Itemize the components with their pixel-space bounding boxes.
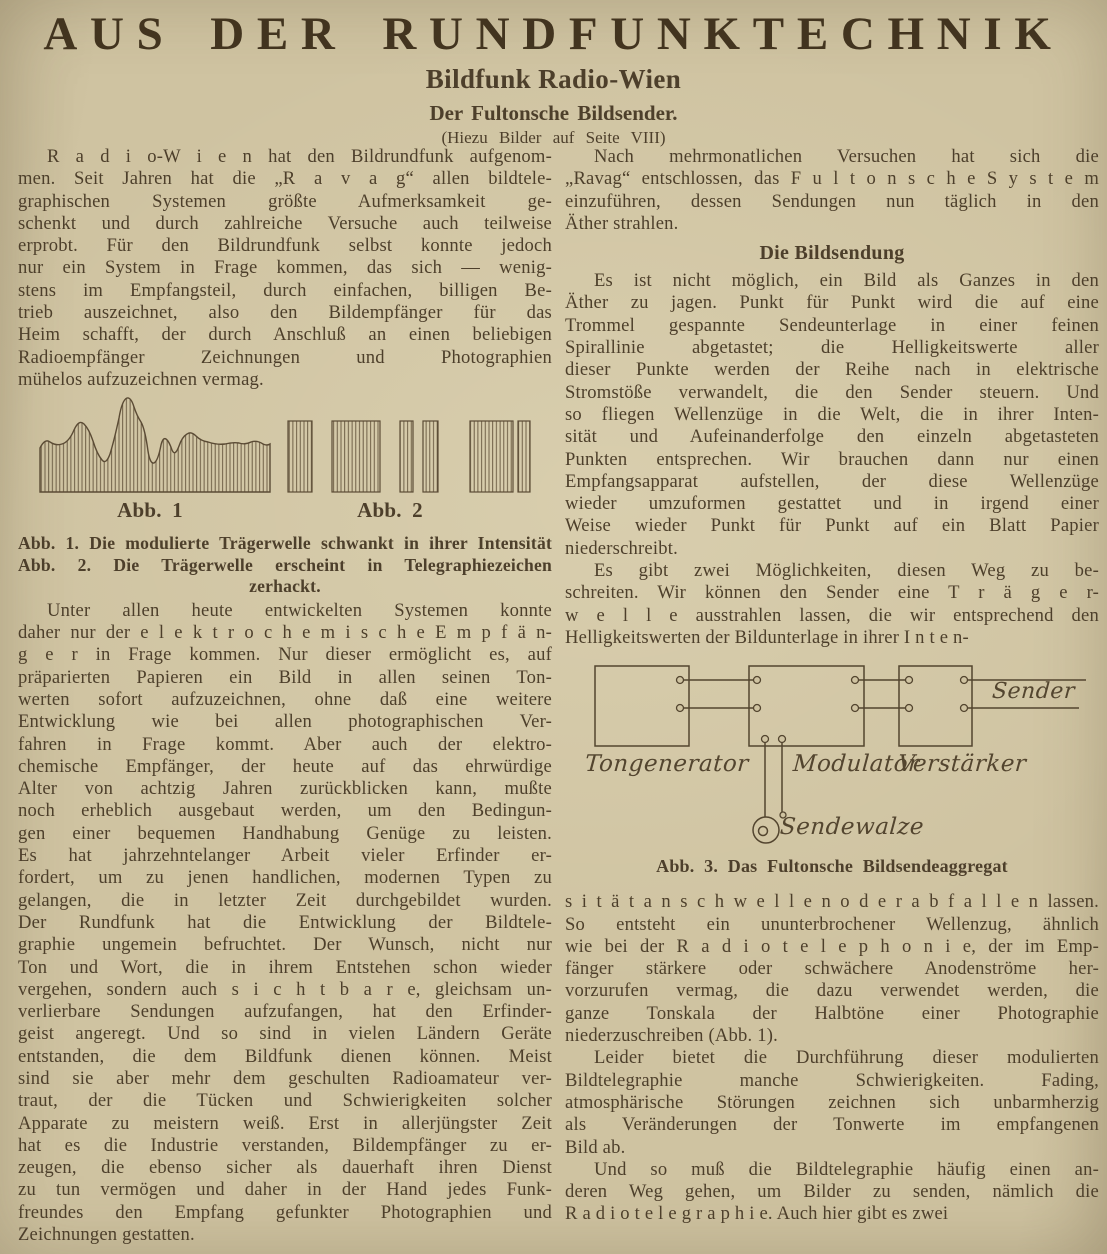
caption-line: zerhackt. (249, 576, 321, 597)
text-line: Leider bietet die Durchführung dieser modulierten (594, 1047, 1099, 1069)
text-line: fahren in Frage kommt. Aber auch der elektro- (18, 733, 552, 755)
text-line: freundes den Empfang gefunkter Photographien und (18, 1201, 552, 1223)
tongenerator-box (595, 666, 689, 746)
text-line: R a d i o t e l e g r a p h i e. Auch hier gibt es zwei (565, 1203, 949, 1225)
text-line: so fliegen Wellenzüge in die Welt, die in ihrer Inten- (565, 403, 1099, 425)
text-line: Heim schafft, der durch Anschluß an einen beliebigen (18, 324, 552, 346)
text-line: noch erheblich ausgebaut werden, um den Bedingun- (18, 800, 552, 822)
figure-label-abb1: Abb. 1 (117, 498, 183, 523)
text-line: erprobt. Für den Bildrundfunk selbst konnte jedoch (18, 235, 552, 257)
text-line: Apparate zu meistern weiß. Erst in allerjüngster Zeit (18, 1112, 552, 1134)
text-line: graphie ungemein befruchtet. Der Wunsch, nicht nur (18, 934, 552, 956)
sendewalze-label: Sendewalze (779, 814, 925, 841)
text-line: einzuführen, dessen Sendungen nun täglich in den (565, 190, 1099, 212)
figure-abb1-abb2 (18, 396, 552, 530)
article-header (0, 0, 1107, 148)
text-line: schreiten. Wir können den Sender eine T r ä g e r- (565, 582, 1099, 604)
figure-label-abb2: Abb. 2 (357, 498, 423, 523)
text-line: Helligkeitswerten der Bildunterlage in ihrer I n t e n- (565, 626, 969, 648)
figure3-caption: Abb. 3. Das Fultonsche Bildsendeaggregat (656, 856, 1008, 877)
paragraph-right-2 (565, 270, 1099, 560)
text-line: mühelos aufzuzeichnen vermag. (18, 368, 264, 390)
telegraph-blocks (288, 421, 530, 492)
article-subtitle: Bildfunk Radio-Wien (425, 64, 682, 94)
left-column (18, 146, 552, 1246)
paragraph-right-5 (565, 1047, 1099, 1158)
text-line: Unter allen heute entwickelten Systemen konnte (47, 599, 552, 621)
text-line: Weise wieder Punkt für Punkt auf ein Blatt Papier (565, 515, 1099, 537)
text-line: daher nur der e l e k t r o c h e m i s c h e E m p f ä n- (18, 622, 552, 644)
paragraph-right-1 (565, 146, 1099, 235)
text-line: vorzurufen vermag, die dazu verwendet werden, die (565, 980, 1099, 1002)
text-line: Zeichnungen gestatten. (18, 1224, 195, 1246)
text-line: deren Weg gehen, um Bilder zu senden, nämlich die (565, 1181, 1099, 1203)
text-line: Es ist nicht möglich, ein Bild als Ganzes in den (594, 270, 1099, 292)
waveform-figure-graphic (18, 396, 552, 500)
text-line: g e r in Frage kommen. Nur dieser ermöglicht es, auf (18, 644, 552, 666)
text-line: Empfangsapparat aufstellen, der diese Wellenzüge (565, 470, 1099, 492)
sendewalze-drum (753, 817, 779, 843)
text-line: als Veränderungen der Tonwerte im empfangenen (565, 1114, 1099, 1136)
paragraph-left-1 (18, 146, 552, 391)
terminal-dots (677, 677, 968, 819)
modulated-wave-shape (40, 398, 270, 492)
text-line: Radioempfänger Zeichnungen und Photographien (18, 346, 552, 368)
caption-line: Abb. 2. Die Trägerwelle erscheint in Telegraphiezeichen (18, 554, 552, 575)
verstaerker-label: Verstärker (897, 751, 1028, 778)
text-line: wie bei der R a d i o t e l e p h o n i e, der im Emp- (565, 935, 1099, 957)
text-line: verlierbare Sendungen aufzufangen, hat den Erfinder- (18, 1001, 552, 1023)
text-line: präparierten Papieren ein Bild in allen seinen Ton- (18, 666, 552, 688)
figure-reference-note: (Hiezu Bilder auf Seite VIII) (441, 128, 666, 147)
text-line: ganze Tonskala der Halbtöne einer Photographie (565, 1002, 1099, 1024)
text-line: Entwicklung wie bei allen photographischen Ver- (18, 711, 552, 733)
text-line: Äther strahlen. (565, 212, 679, 234)
section-heading: Die Bildsendung (759, 242, 905, 265)
right-column (565, 146, 1099, 1246)
text-line: chemische Empfänger, der heute auf das ehrwürdige (18, 755, 552, 777)
text-line: Bild ab. (565, 1136, 626, 1158)
text-line: Punkten entsprechen. Wir brauchen dann nur einen (565, 448, 1099, 470)
text-line: R a d i o-W i e n hat den Bildrundfunk aufgenom- (47, 146, 552, 167)
text-line: Nach mehrmonatlichen Versuchen hat sich die (594, 146, 1099, 167)
text-line: gen einer bequemen Handhabung Genüge zu leisten. (18, 822, 552, 844)
paragraph-right-3 (565, 560, 1099, 649)
text-line: schenkt und durch zahlreiche Versuche auch teilweise (18, 212, 552, 234)
text-line: dieser Punkte werden der Reihe nach in elektrische (565, 359, 1099, 381)
figure12-caption (18, 533, 552, 598)
two-column-body (18, 146, 1099, 1246)
tongenerator-label: Tongenerator (584, 751, 750, 778)
text-line: Äther zu jagen. Punkt für Punkt wird die auf eine (565, 292, 1099, 314)
text-line: graphischen Systemen größte Aufmerksamkeit ge- (18, 190, 552, 212)
text-line: s i t ä t a n s c h w e l l e n o d e r a b f a l l e n lassen. (565, 891, 1099, 913)
text-line: w e l l e ausstrahlen lassen, die wir entsprechend den (565, 604, 1099, 626)
text-line: wieder umzuformen gestattet und in irgend einer (565, 493, 1099, 515)
text-line: stens im Empfangsteil, durch einfachen, billigen Be- (18, 279, 552, 301)
article-subheading: Der Fultonsche Bildsender. (429, 101, 678, 125)
text-line: „Ravag“ entschlossen, das F u l t o n s c h e S y s t e m (565, 168, 1099, 190)
text-line: Und so muß die Bildtelegraphie häufig einen an- (594, 1158, 1099, 1180)
text-line: fordert, um zu jenen handlichen, modernen Typen zu (18, 867, 552, 889)
text-line: Der Rundfunk hat die Entwicklung der Bildtele- (18, 911, 552, 933)
text-line: zu tun vermögen und daher in der Hand jedes Funk- (18, 1179, 552, 1201)
text-line: Ton und Wort, die in ihrem Entstehen schon wieder (18, 956, 552, 978)
text-line: Stromstöße verwandelt, die den Sender steuern. Und (565, 381, 1099, 403)
caption-line: Abb. 1. Die modulierte Trägerwelle schwankt in ihrer Intensität (18, 533, 552, 554)
text-line: hat es die Industrie verstanden, Bildempfänger zu er- (18, 1134, 552, 1156)
text-line: men. Seit Jahren hat die „R a v a g“ allen bildtele- (18, 168, 552, 190)
text-line: Spirallinie abgetastet; die Helligkeitswerte aller (565, 337, 1099, 359)
text-line: fänger stärkere oder schwächere Anodenströme her- (565, 958, 1099, 980)
text-line: gelangen, die in letzter Zeit durchgebildet wurden. (18, 889, 552, 911)
text-line: sität und Aufeinanderfolge den einzeln abgetasteten (565, 426, 1099, 448)
text-line: Trommel gespannte Sendeunterlage in einer feinen (565, 314, 1099, 336)
text-line: nur ein System in Frage kommen, das sich — wenig- (18, 257, 552, 279)
text-line: traut, der die Tücken und Schwierigkeiten solcher (18, 1090, 552, 1112)
text-line: Alter von achtzig Jahren zurückblicken kann, mußte (18, 778, 552, 800)
sender-label: Sender (991, 679, 1076, 705)
text-line: niederschreibt. (565, 537, 678, 559)
paragraph-right-4 (565, 891, 1099, 1047)
text-line: Es gibt zwei Möglichkeiten, diesen Weg zu be- (594, 560, 1099, 582)
text-line: sind sie aber mehr dem geschulten Radioamateur ver- (18, 1068, 552, 1089)
modulator-box (749, 666, 864, 746)
paragraph-left-2 (18, 600, 552, 1247)
text-line: werten sofort aufzuzeichnen, ohne daß eine weitere (18, 688, 552, 710)
text-line: Es hat jahrzehntelanger Arbeit vieler Erfinder er- (18, 845, 552, 867)
article-title: AUS DER RUNDFUNKTECHNIK (43, 8, 1064, 60)
text-line: zeugen, die ebenso sicher als dauerhaft ihren Dienst (18, 1157, 552, 1179)
text-line: atmosphärische Störungen zeichnen sich unbarmherzig (565, 1091, 1099, 1113)
text-line: vergehen, sondern auch s i c h t b a r e, gleichsam un- (18, 978, 552, 1000)
text-line: Bildtelegraphie manche Schwierigkeiten. Fading, (565, 1069, 1099, 1091)
paragraph-right-6 (565, 1159, 1099, 1226)
text-line: geist angeregt. Und so sind in vielen Ländern Geräte (18, 1023, 552, 1045)
modulator-label: Modulator (792, 751, 921, 778)
text-line: entstanden, die dem Bildfunk dienen können. Meist (18, 1045, 552, 1067)
text-line: So entsteht ein ununterbrochener Wellenzug, ähnlich (565, 913, 1099, 935)
text-line: niederzuschreiben (Abb. 1). (565, 1025, 778, 1047)
text-line: trieb auszeichnet, also den Bildempfänger für das (18, 302, 552, 324)
figure-abb3 (565, 653, 1099, 887)
